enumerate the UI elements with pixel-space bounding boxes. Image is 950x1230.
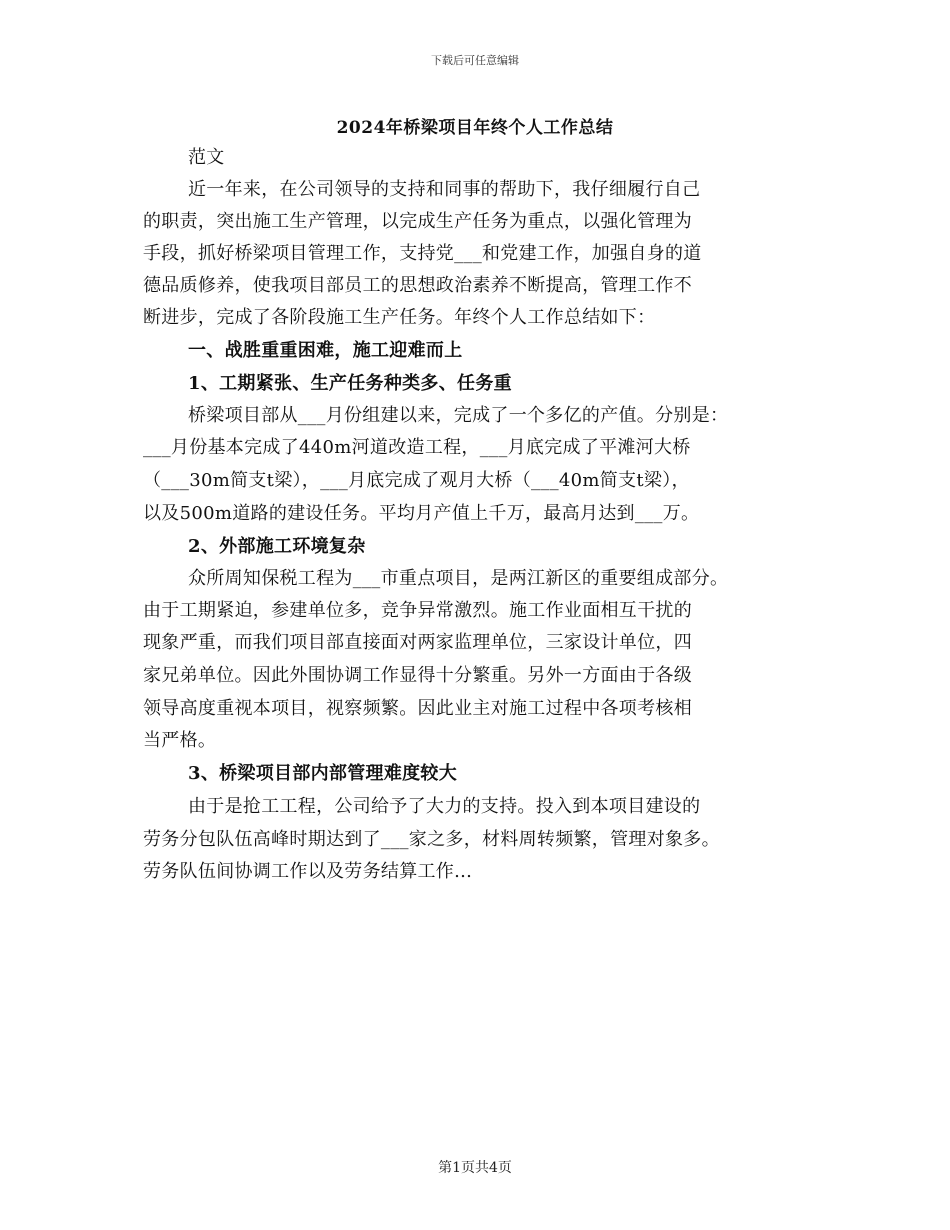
paragraph-line: 众所周知保税工程为___市重点项目，是两江新区的重要组成部分。 bbox=[188, 568, 729, 589]
paragraph-line: 桥梁项目部从___月份组建以来，完成了一个多亿的产值。分别是： bbox=[188, 405, 729, 426]
paragraph-line: 近一年来，在公司领导的支持和同事的帮助下，我仔细履行自己 bbox=[188, 179, 701, 200]
paragraph-line: ___月份基本完成了440m河道改造工程，___月底完成了平滩河大桥 bbox=[143, 437, 691, 458]
paragraph-line: 家兄弟单位。因此外围协调工作显得十分繁重。另外一方面由于各级 bbox=[143, 665, 692, 686]
paragraph-line: 现象严重，而我们项目部直接面对两家监理单位，三家设计单位，四 bbox=[143, 632, 692, 653]
paragraph-line: 范文 bbox=[188, 147, 225, 168]
section-heading: 一、战胜重重困难，施工迎难而上 bbox=[188, 340, 463, 361]
paragraph-line: （___30m简支t梁），___月底完成了观月大桥（___40m简支t梁）， bbox=[143, 470, 690, 491]
paragraph-line: 由于工期紧迫，参建单位多，竞争异常激烈。施工作业面相互干扰的 bbox=[143, 600, 692, 621]
paragraph-line: 领导高度重视本项目，视察频繁。因此业主对施工过程中各项考核相 bbox=[143, 698, 692, 719]
document-title: 2024年桥梁项目年终个人工作总结 bbox=[336, 118, 614, 138]
paragraph-line: 德品质修养，使我项目部员工的思想政治素养不断提高，管理工作不 bbox=[143, 275, 692, 296]
paragraph-line: 的职责，突出施工生产管理，以完成生产任务为重点，以强化管理为 bbox=[143, 211, 692, 232]
paragraph-line: 劳务队伍间协调工作以及劳务结算工作... bbox=[143, 861, 473, 882]
page-footer: 第1页共4页 bbox=[438, 1160, 512, 1176]
paragraph-line: 手段，抓好桥梁项目管理工作，支持党___和党建工作，加强自身的道 bbox=[143, 243, 702, 264]
subsection-heading: 2、外部施工环境复杂 bbox=[188, 536, 366, 557]
paragraph-line: 劳务分包队伍高峰时期达到了___家之多，材料周转频繁，管理对象多。 bbox=[143, 829, 720, 850]
subsection-heading: 1、工期紧张、生产任务种类多、任务重 bbox=[188, 373, 512, 394]
paragraph-line: 以及500m道路的建设任务。平均月产值上千万，最高月达到___万。 bbox=[143, 503, 700, 524]
page-header: 下载后可任意编辑 bbox=[431, 54, 519, 67]
paragraph-line: 当严格。 bbox=[143, 730, 217, 751]
paragraph-line: 由于是抢工工程，公司给予了大力的支持。投入到本项目建设的 bbox=[188, 796, 701, 817]
subsection-heading: 3、桥梁项目部内部管理难度较大 bbox=[188, 763, 458, 784]
paragraph-line: 断进步，完成了各阶段施工生产任务。年终个人工作总结如下： bbox=[143, 307, 656, 328]
